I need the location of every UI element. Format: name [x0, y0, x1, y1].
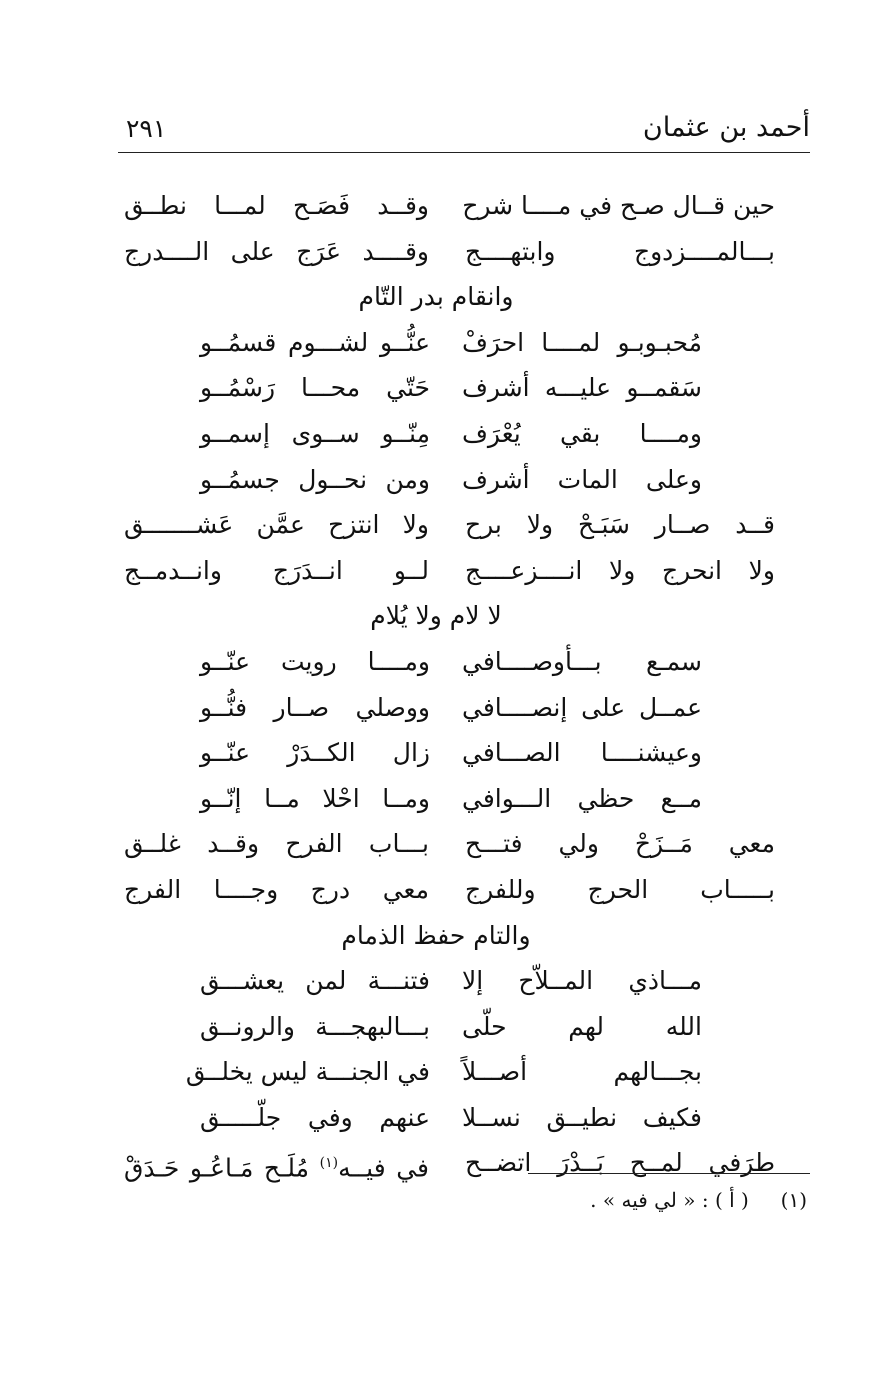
- verse-first-hemistich: عمــل على إنصــــافي: [462, 692, 702, 722]
- footnote-reference: (١): [319, 1155, 339, 1172]
- section-heading: والتام حفظ الذمام: [341, 920, 531, 950]
- verse-first-hemistich: معي مَــزَحْ ولي فتـــح: [465, 829, 775, 859]
- verse-first-hemistich: بجـــالهم أصـــلاً: [462, 1057, 702, 1087]
- verse-line: [118, 503, 810, 549]
- verse-line: [118, 686, 810, 732]
- page-header: [118, 108, 810, 153]
- verse-second-hemistich: ومن نحــول جسمُــو: [200, 464, 430, 494]
- verse-first-hemistich: بـــــاب الحرج وللفرج: [465, 874, 775, 904]
- verse-second-hemistich: ومــا احْلا مــا إنّــو: [200, 783, 430, 813]
- verse-line: [118, 366, 810, 412]
- verse-line: [118, 1141, 810, 1187]
- verse-line: [118, 184, 810, 230]
- verse-line: [118, 1096, 810, 1142]
- verse-first-hemistich: ولا انحرج ولا انــــزعــــج: [465, 555, 775, 585]
- verse-second-hemistich: حَتّي محـــا رَسْمُــو: [200, 373, 430, 403]
- verse-first-hemistich: طرَفي لمــح بَــدْرَ اتضــح: [465, 1148, 775, 1178]
- verse-second-hemistich: زال الكــدَرْ عنّــو: [200, 738, 430, 768]
- verse-first-hemistich: وعلى المات أشرف: [462, 464, 702, 494]
- verse-first-hemistich: سمـع بـــأوصــــافي: [462, 646, 702, 676]
- verse-line: [118, 959, 810, 1005]
- verse-first-hemistich: وعيشنــــا الصـــافي: [462, 738, 702, 768]
- verse-line: [118, 777, 810, 823]
- running-title: أحمد بن عثمان: [642, 112, 810, 143]
- verse-second-hemistich: وقــــد عَرَج على الــــدرج: [124, 236, 429, 266]
- verse-line: [118, 731, 810, 777]
- section-heading-line: [118, 594, 810, 640]
- verse-second-hemistich: [124, 1143, 429, 1188]
- verse-second-hemistich: وقــد فَصَـح لمـــا نطــق: [124, 191, 429, 220]
- section-heading-line: [118, 275, 810, 321]
- verse-line: [118, 822, 810, 868]
- verse-line: [118, 412, 810, 458]
- footnote-divider: [528, 1173, 810, 1174]
- verse-first-hemistich: ومــــا بقي يُعْرَف: [462, 418, 702, 448]
- verse-second-hemistich: ولا انتزح عمَّن عَشـــــــق: [124, 510, 429, 540]
- hemistich-text: مُلَـح مَـاعُـو حَـدَقْ: [124, 1153, 320, 1183]
- verse-second-hemistich: لــو انــدَرَج وانــدمــج: [124, 555, 429, 585]
- verse-line: [118, 1005, 810, 1051]
- verse-line: [118, 868, 810, 914]
- verse-line: [118, 1050, 810, 1096]
- verse-first-hemistich: بـــالمــــزدوج وابتهــــج: [465, 236, 775, 266]
- verse-first-hemistich: مــع حظي الـــوافي: [462, 783, 702, 813]
- verse-second-hemistich: عنُّــو لشـــوم قسمُــو: [200, 327, 430, 357]
- poem-body: [118, 184, 810, 1187]
- verse-line: [118, 640, 810, 686]
- footnote: [590, 1186, 807, 1214]
- section-heading: لا لام ولا يُلام: [370, 601, 502, 631]
- section-heading: وانقام بدر التّام: [358, 282, 514, 312]
- verse-second-hemistich: في الجنـــة ليس يخلــق: [185, 1057, 430, 1087]
- verse-first-hemistich: حين قــال صـح في مــــا شرح: [462, 191, 775, 220]
- verse-first-hemistich: سَقمــو عليـــه أشرف: [462, 373, 702, 403]
- verse-second-hemistich: بـــاب الفرح وقــد غلــق: [124, 829, 429, 859]
- footnote-text: ( أ ) : « لي فيه » .: [590, 1188, 749, 1212]
- section-heading-line: [118, 914, 810, 960]
- verse-second-hemistich: ووصلي صــار فنُّــو: [200, 692, 430, 722]
- verse-second-hemistich: فتنـــة لمن يعشـــق: [200, 966, 430, 996]
- verse-line: [118, 549, 810, 595]
- verse-second-hemistich: مِنّــو ســوى إسمــو: [200, 418, 430, 448]
- verse-line: [118, 321, 810, 367]
- verse-first-hemistich: مُحبـوبـو لمــــا احرَفْ: [462, 327, 702, 357]
- verse-second-hemistich: ومــــا رويت عنّــو: [200, 646, 430, 676]
- verse-second-hemistich: عنهم وفي جلّـــــق: [200, 1102, 430, 1132]
- verse-line: [118, 458, 810, 504]
- footnote-marker: (١): [780, 1188, 807, 1212]
- page-number: ٢٩١: [126, 114, 167, 143]
- verse-line: [118, 230, 810, 276]
- verse-second-hemistich: معي درج وجــــا الفرج: [124, 874, 429, 904]
- verse-second-hemistich: بـــالبهجـــة والرونــق: [200, 1011, 430, 1041]
- verse-first-hemistich: الله لهم حلّى: [462, 1011, 702, 1041]
- verse-first-hemistich: مـــاذي المــلاّح إلا: [462, 966, 702, 996]
- hemistich-text: في فيــه: [338, 1153, 429, 1183]
- verse-first-hemistich: قــد صــار سَبَـحْ ولا برح: [465, 510, 775, 540]
- verse-first-hemistich: فكيف نطيــق نســلا: [462, 1102, 702, 1132]
